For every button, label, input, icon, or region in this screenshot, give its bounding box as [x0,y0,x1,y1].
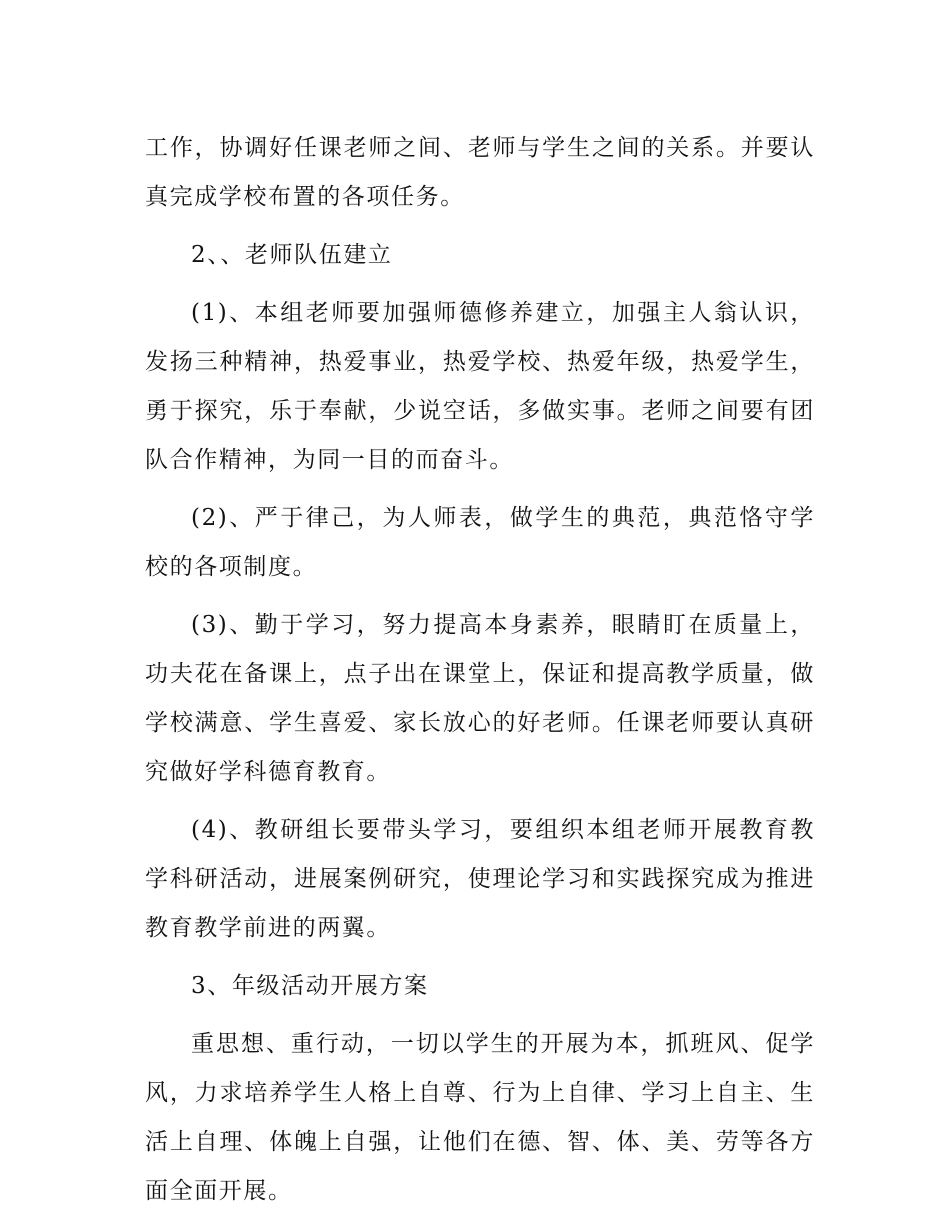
paragraph-item-3: (3)、勤于学习，努力提高本身素养，眼睛盯在质量上，功夫花在备课上，点子出在课堂上，保证和提高教学质量，做学校满意、学生喜爱、家长放心的好老师。任课老师要认真研究做好学科德育教育。 [145,612,815,785]
document-body [145,124,815,1225]
heading-grade-activities: 3、年级活动开展方案 [191,973,429,999]
paragraph-item-1: (1)、本组老师要加强师德修养建立，加强主人翁认识，发扬三种精神，热爱事业，热爱学校、热爱年级，热爱学生，勇于探究，乐于奉献，少说空话，多做实事。老师之间要有团队合作精神，为同一目的而奋斗。 [145,300,815,473]
paragraph-item-2: (2)、严于律己，为人师表，做学生的典范，典范恪守学校的各项制度。 [145,505,815,580]
paragraph-activity-plan: 重思想、重行动，一切以学生的开展为本，抓班风、促学风，力求培养学生人格上自尊、行为上自律、学习上自主、生活上自理、体魄上自强，让他们在德、智、体、美、劳等各方面全面开展。 [145,1031,815,1204]
paragraph-item-4: (4)、教研组长要带头学习，要组织本组老师开展教育教学科研活动，进展案例研究，使理论学习和实践探究成为推进教育教学前进的两翼。 [145,817,815,941]
heading-teacher-team: 2、、老师队伍建立 [191,242,393,268]
paragraph-continuation: 工作，协调好任课老师之间、老师与学生之间的关系。并要认真完成学校布置的各项任务。 [145,135,815,210]
